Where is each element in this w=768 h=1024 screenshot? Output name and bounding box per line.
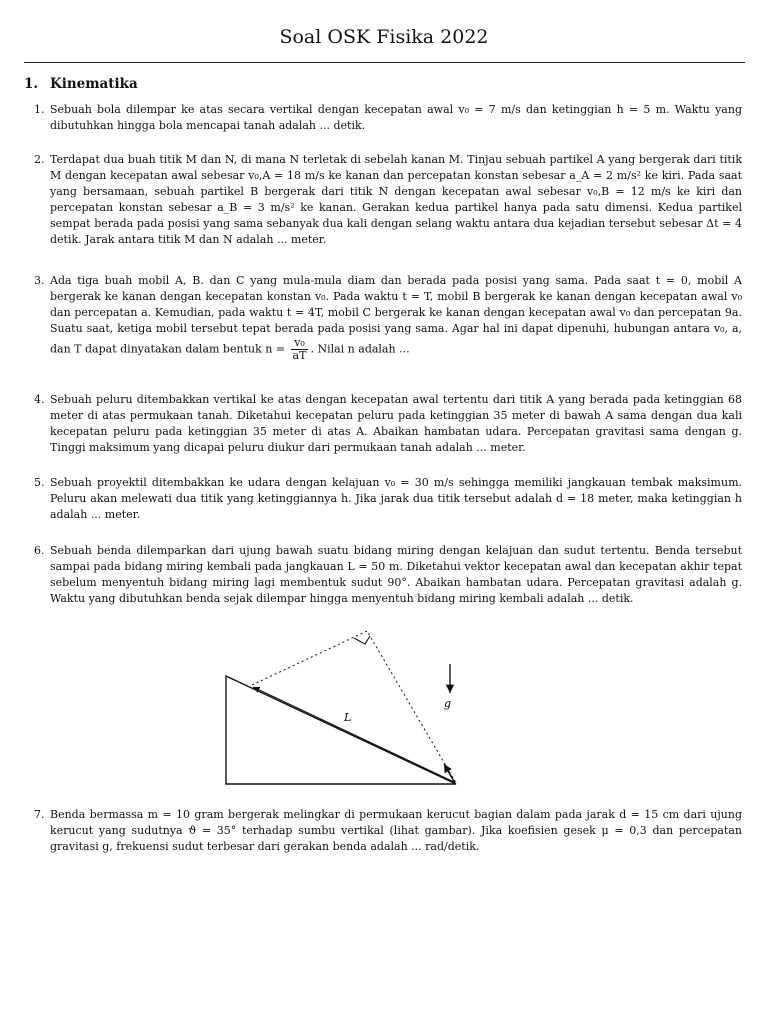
question-number: 6.: [34, 544, 45, 557]
question-text: Sebuah proyektil ditembakkan ke udara dengan kelajuan v₀ = 30 m/s sehingga memiliki jangkauan tembak maksimum. Peluru akan melewati dua titik yang ketinggiannya h. Jika jarak dua titik tersebut adalah d = 18 meter, maka ketinggian h adalah ... meter.: [50, 476, 742, 521]
question-4: [34, 392, 742, 456]
inclined-plane-figure: [220, 626, 480, 792]
question-text: Terdapat dua buah titik M dan N, di mana N terletak di sebelah kanan M. Tinjau sebuah partikel A yang bergerak dari titik M dengan kecepatan awal sebesar v₀,A = 18 m/s ke kanan dan percepatan konstan sebesar a_A = 2 m/s² ke kiri. Pada saat yang bersamaan, sebuah partikel B bergerak dari titik N dengan kecepatan awal sebesar v₀,B = 12 m/s ke kiri dan percepatan konstan sebesar a_B = 3 m/s² ke kanan. Gerakan kedua partikel hanya pada satu dimensi. Kedua partikel sempat berada pada posisi yang sama sebanyak dua kali dengan selang waktu antara dua kejadian tersebut sebesar Δt = 4 detik. Jarak antara titik M dan N adalah ... meter.: [50, 153, 742, 246]
question-2: [34, 152, 742, 248]
question-text: Benda bermassa m = 10 gram bergerak melingkar di permukaan kerucut bagian dalam pada jarak d = 15 cm dari ujung kerucut yang sudutnya ϑ = 35° terhadap sumbu vertikal (lihat gambar). Jika koefisien gesek μ = 0,3 dan percepatan gravitasi g, frekuensi sudut terbesar dari gerakan benda adalah ... rad/detik.: [50, 808, 742, 853]
question-text-part: . Nilai n adalah ...: [310, 342, 410, 356]
question-text: [50, 273, 742, 362]
range-vector-L: [253, 687, 454, 782]
question-number: 7.: [34, 808, 45, 821]
question-5: [34, 475, 742, 523]
question-3: [34, 273, 742, 362]
question-number: 5.: [34, 476, 45, 489]
incline-triangle: [226, 676, 456, 784]
fraction-numerator: v₀: [291, 337, 309, 350]
fraction-denominator: aT: [292, 349, 307, 362]
label-g: g: [444, 697, 452, 710]
question-7: [34, 807, 742, 855]
question-number: 4.: [34, 393, 45, 406]
title-divider: [24, 62, 745, 63]
section-number: 1.: [24, 76, 39, 92]
fraction-v0-over-aT: [291, 337, 309, 362]
question-text: Sebuah benda dilemparkan dari ujung bawah suatu bidang miring dengan kelajuan dan sudut tertentu. Benda tersebut sampai pada bidang miring kembali pada jangkauan L = 50 m. Diketahui vektor kecepatan awal dan kecepatan akhir tepat sebelum menyentuh bidang miring lagi membentuk sudut 90°. Abaikan hambatan udara. Percepatan gravitasi adalah g. Waktu yang dibutuhkan benda sejak dilempar hingga menyentuh bidang miring kembali adalah ... detik.: [50, 544, 742, 605]
trajectory-dotted: [252, 631, 456, 783]
section-heading: [24, 76, 138, 92]
question-text-part: Ada tiga buah mobil A, B. dan C yang mula-mula diam dan berada pada posisi yang sama. Pada saat t = 0, mobil A bergerak ke kanan dengan kecepatan konstan v₀. Pada waktu t = T, mobil B bergerak ke kanan dengan kecepatan awal v₀ dan percepatan a. Kemudian, pada waktu t = 4T, mobil C bergerak ke kanan dengan kecepatan awal v₀ dan percepatan 9a. Suatu saat, ketiga mobil tersebut tepat berada pada posisi yang sama. Agar hal ini dapat dipenuhi, hubungan antara v₀, a, dan T dapat dinyatakan dalam bentuk n =: [50, 274, 742, 356]
label-L: L: [344, 711, 352, 724]
question-1: [34, 102, 742, 134]
question-number: 3.: [34, 274, 45, 287]
page-title: Soal OSK Fisika 2022: [279, 26, 489, 48]
question-number: 2.: [34, 153, 45, 166]
question-number: 1.: [34, 103, 45, 116]
section-title: Kinematika: [50, 76, 138, 92]
question-6: [34, 543, 742, 607]
question-text: Sebuah peluru ditembakkan vertikal ke atas dengan kecepatan awal tertentu dari titik A yang berada pada ketinggian 68 meter di atas permukaan tanah. Diketahui kecepatan peluru pada ketinggian 35 meter di bawah A sama dengan dua kali kecepatan peluru pada ketinggian 35 meter di atas A. Abaikan hambatan udara. Percepatan gravitasi sama dengan g. Tinggi maksimum yang dicapai peluru diukur dari permukaan tanah adalah ... meter.: [50, 393, 742, 454]
right-angle-mark: [354, 636, 370, 644]
question-text: Sebuah bola dilempar ke atas secara vertikal dengan kecepatan awal v₀ = 7 m/s dan ketinggian h = 5 m. Waktu yang dibutuhkan hingga bola mencapai tanah adalah ... detik.: [50, 103, 742, 132]
